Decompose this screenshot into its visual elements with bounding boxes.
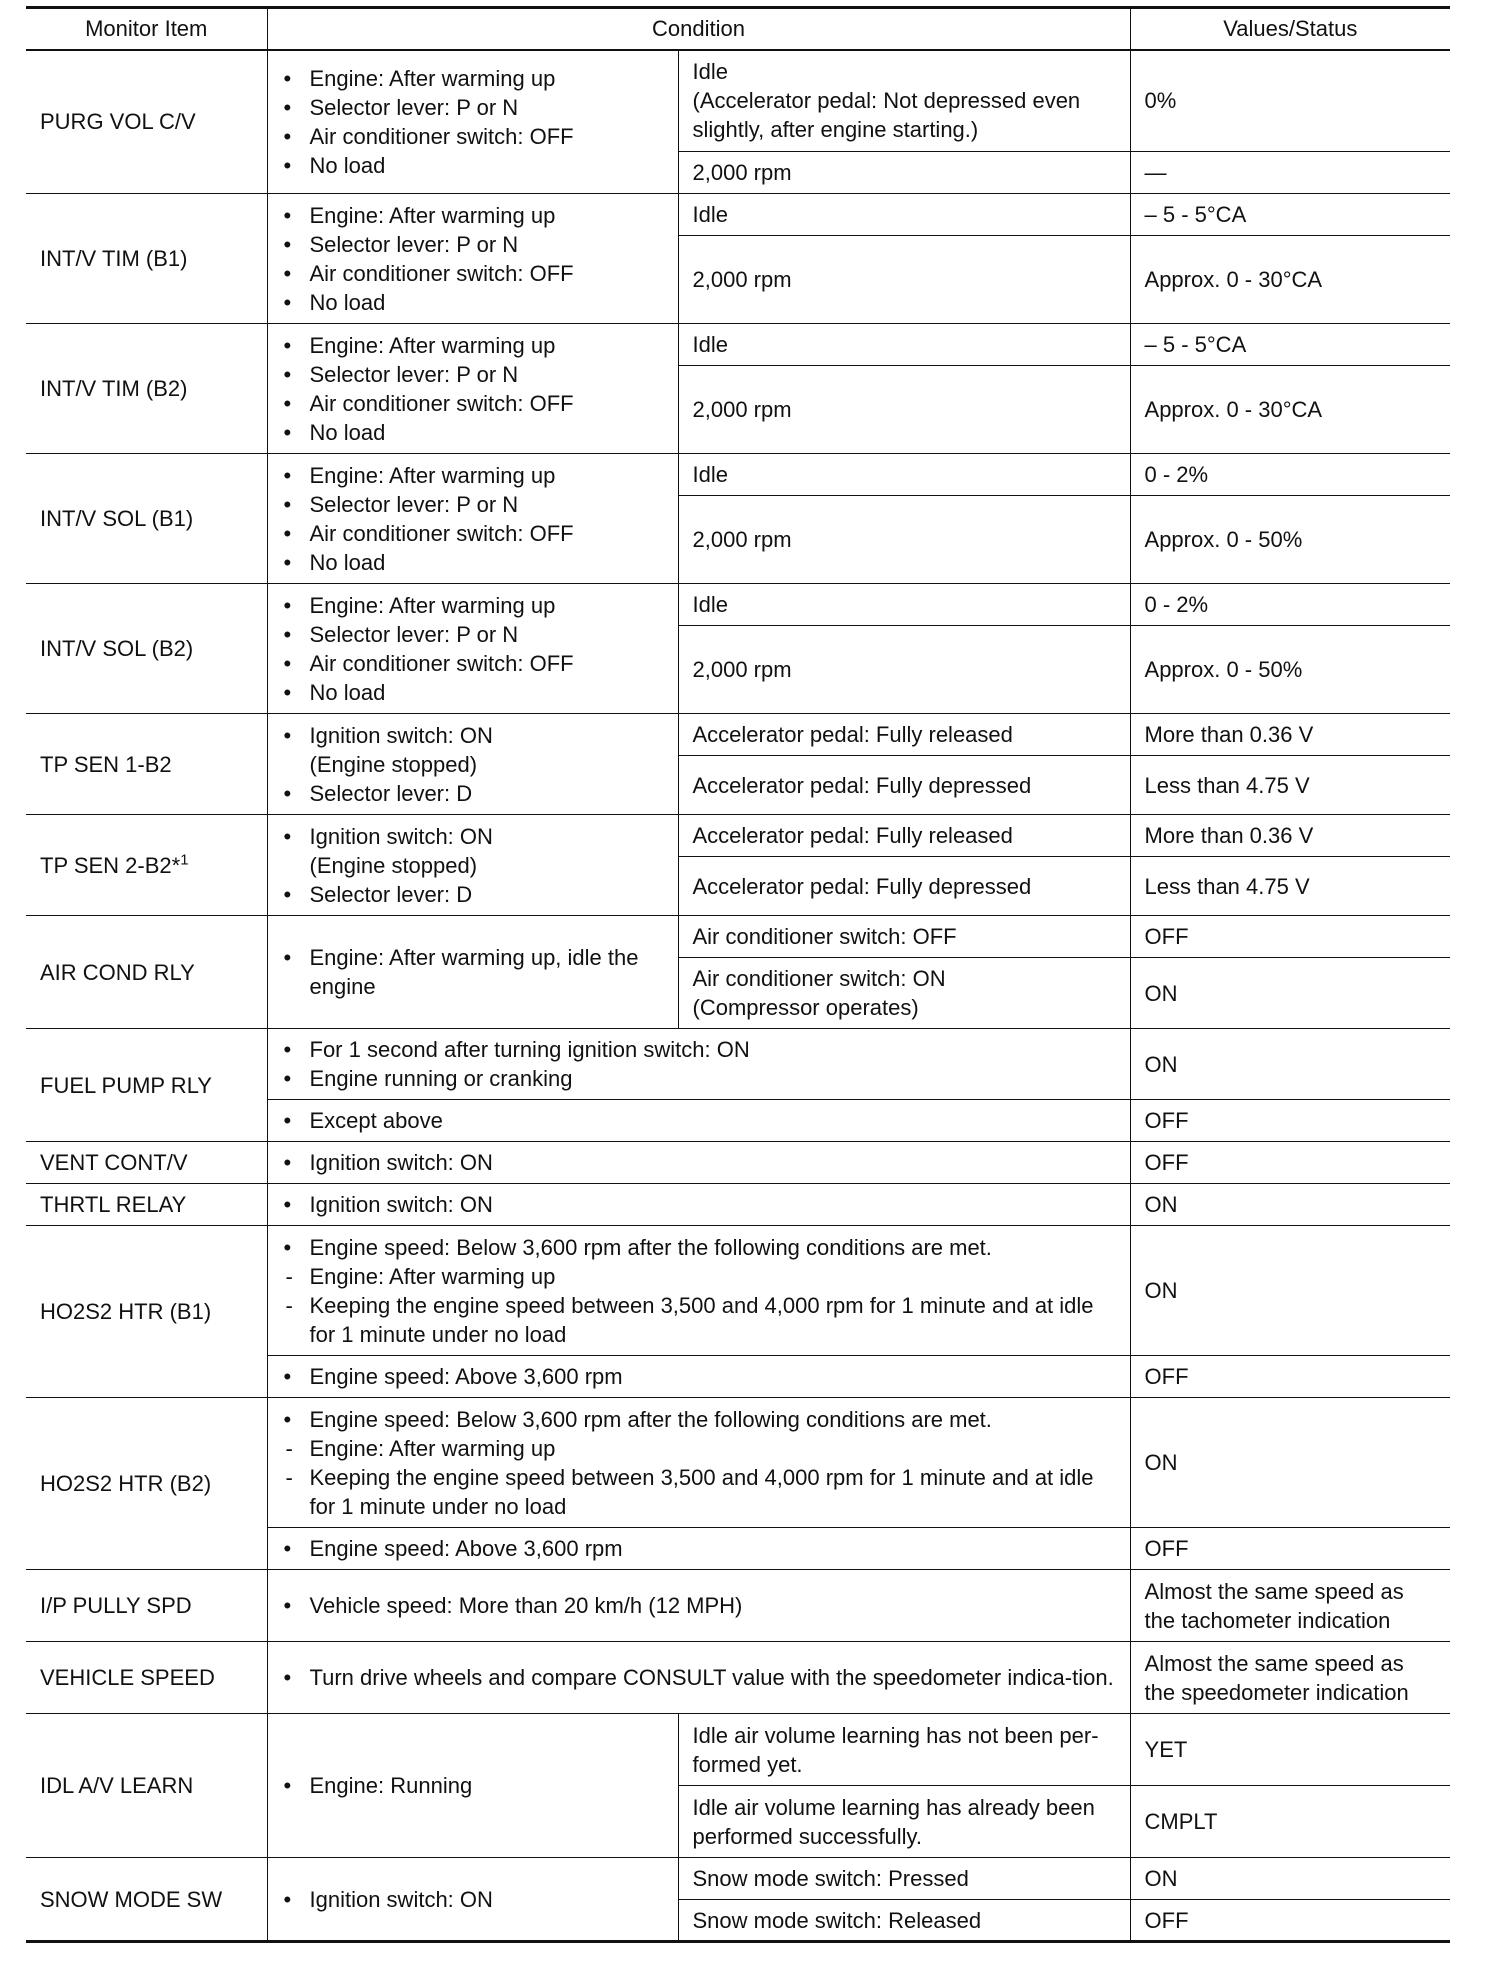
monitor-item-name: VEHICLE SPEED	[26, 1642, 267, 1714]
monitor-item-name: SNOW MODE SW	[26, 1858, 267, 1942]
value-cell: More than 0.36 V	[1130, 714, 1450, 756]
condition-list	[282, 461, 668, 577]
monitor-item-name: AIR COND RLY	[26, 916, 267, 1029]
sub-condition-cell: 2,000 rpm	[678, 496, 1130, 584]
condition-cell	[267, 324, 678, 454]
condition-cell	[267, 1184, 1130, 1226]
list-item: • Air conditioner switch: OFF	[282, 389, 668, 418]
list-item	[282, 721, 668, 779]
list-item	[282, 822, 668, 880]
condition-list	[282, 1190, 1120, 1219]
sub-condition-cell	[678, 958, 1130, 1029]
condition-list	[282, 201, 668, 317]
table-row	[26, 916, 1450, 958]
sub-condition-cell: Idle	[678, 454, 1130, 496]
condition-list	[282, 721, 668, 808]
monitor-item-name: INT/V SOL (B2)	[26, 584, 267, 714]
list-item: • Ignition switch: ON	[282, 1885, 668, 1914]
list-item: • Engine: After warming up	[282, 461, 668, 490]
list-item: • Except above	[282, 1106, 1120, 1135]
monitor-spec-sheet	[26, 6, 1450, 1943]
condition-cell	[267, 1356, 1130, 1398]
sub-condition-detail: (Accelerator pedal: Not depressed even slightly, after engine starting.)	[692, 88, 1081, 143]
list-item: • Ignition switch: ON	[282, 1190, 1120, 1219]
table-row	[26, 1398, 1450, 1528]
monitor-item-name: PURG VOL C/V	[26, 50, 267, 194]
value-cell: ON	[1130, 1184, 1450, 1226]
list-item: • No load	[282, 418, 668, 447]
condition-list	[282, 331, 668, 447]
list-item: - Engine: After warming up	[282, 1434, 1120, 1463]
sub-condition-cell: Accelerator pedal: Fully depressed	[678, 756, 1130, 815]
sub-condition-cell: Accelerator pedal: Fully depressed	[678, 857, 1130, 916]
condition-list	[282, 1106, 1120, 1135]
value-cell: Less than 4.75 V	[1130, 756, 1450, 815]
footnote-marker: 1	[180, 851, 189, 869]
list-item: • Air conditioner switch: OFF	[282, 649, 668, 678]
sub-condition-cell: Air conditioner switch: OFF	[678, 916, 1130, 958]
list-item: • Selector lever: P or N	[282, 490, 668, 519]
sub-condition-cell: Snow mode switch: Pressed	[678, 1858, 1130, 1900]
condition-list	[282, 1591, 1120, 1620]
value-cell: Approx. 0 - 50%	[1130, 496, 1450, 584]
sub-condition-cell: Snow mode switch: Released	[678, 1900, 1130, 1942]
sub-condition-label: Air conditioner switch: ON	[692, 966, 946, 991]
list-item: - Keeping the engine speed between 3,500 and 4,000 rpm for 1 minute and at idle for 1 minute under no load	[282, 1291, 1120, 1349]
monitor-item-name: FUEL PUMP RLY	[26, 1029, 267, 1142]
value-cell: Almost the same speed as the tachometer indication	[1130, 1570, 1450, 1642]
list-item: • No load	[282, 678, 668, 707]
value-cell: OFF	[1130, 1356, 1450, 1398]
condition-cell	[267, 1226, 1130, 1356]
condition-cell	[267, 1714, 678, 1858]
value-cell: Approx. 0 - 50%	[1130, 626, 1450, 714]
monitor-item-name: HO2S2 HTR (B2)	[26, 1398, 267, 1570]
table-row	[26, 50, 1450, 152]
list-item: • Turn drive wheels and compare CONSULT value with the speedometer indica-tion.	[282, 1663, 1120, 1692]
table-header-row	[26, 8, 1450, 50]
table-row	[26, 1714, 1450, 1786]
monitor-item-name: INT/V SOL (B1)	[26, 454, 267, 584]
value-cell: – 5 - 5°CA	[1130, 324, 1450, 366]
list-item: • Selector lever: P or N	[282, 230, 668, 259]
value-cell: More than 0.36 V	[1130, 815, 1450, 857]
table-row	[26, 194, 1450, 236]
condition-cell	[267, 1570, 1130, 1642]
sub-condition-cell: 2,000 rpm	[678, 626, 1130, 714]
sub-condition-cell: 2,000 rpm	[678, 236, 1130, 324]
list-item-text: • Ignition switch: ON	[309, 823, 493, 849]
list-item: • Selector lever: P or N	[282, 620, 668, 649]
value-cell: – 5 - 5°CA	[1130, 194, 1450, 236]
list-item: • Engine: After warming up, idle the engine	[282, 943, 668, 1001]
condition-cell	[267, 916, 678, 1029]
monitor-items-table	[26, 6, 1450, 1943]
table-row	[26, 1029, 1450, 1100]
value-cell: ON	[1130, 958, 1450, 1029]
monitor-item-name: INT/V TIM (B1)	[26, 194, 267, 324]
condition-list	[282, 1405, 1120, 1521]
table-row	[26, 1142, 1450, 1184]
value-cell: ON	[1130, 1398, 1450, 1528]
condition-list	[282, 1362, 1120, 1391]
sub-condition-cell	[678, 50, 1130, 152]
value-cell: ON	[1130, 1226, 1450, 1356]
list-item: • Ignition switch: ON	[282, 1148, 1120, 1177]
table-row	[26, 1642, 1450, 1714]
table-row	[26, 714, 1450, 756]
sub-condition-cell: Idle air volume learning has already been performed successfully.	[678, 1786, 1130, 1858]
monitor-item-name: VENT CONT/V	[26, 1142, 267, 1184]
monitor-item-name: TP SEN 1-B2	[26, 714, 267, 815]
condition-cell	[267, 1100, 1130, 1142]
list-item: • Selector lever: D	[282, 779, 668, 808]
condition-list	[282, 943, 668, 1001]
condition-list	[282, 1771, 668, 1800]
condition-list	[282, 591, 668, 707]
monitor-item-label: TP SEN 2-B2*	[40, 852, 181, 878]
list-item: • Air conditioner switch: OFF	[282, 122, 668, 151]
list-item: • Engine speed: Above 3,600 rpm	[282, 1362, 1120, 1391]
sub-condition-detail: (Compressor operates)	[692, 995, 919, 1020]
condition-cell	[267, 1398, 1130, 1528]
list-item: • Engine: After warming up	[282, 331, 668, 360]
condition-cell	[267, 1528, 1130, 1570]
list-item: • No load	[282, 151, 668, 180]
value-cell: YET	[1130, 1714, 1450, 1786]
table-row	[26, 324, 1450, 366]
list-item: - Keeping the engine speed between 3,500 and 4,000 rpm for 1 minute and at idle for 1 minute under no load	[282, 1463, 1120, 1521]
list-item: • Selector lever: D	[282, 880, 668, 909]
condition-list	[282, 1148, 1120, 1177]
value-cell: Approx. 0 - 30°CA	[1130, 366, 1450, 454]
value-cell: CMPLT	[1130, 1786, 1450, 1858]
condition-cell	[267, 194, 678, 324]
condition-list	[282, 1534, 1120, 1563]
list-item: • No load	[282, 288, 668, 317]
monitor-item-name: INT/V TIM (B2)	[26, 324, 267, 454]
condition-list	[282, 1885, 668, 1914]
list-item-detail: (Engine stopped)	[309, 751, 478, 777]
list-item: • Engine speed: Above 3,600 rpm	[282, 1534, 1120, 1563]
condition-cell	[267, 454, 678, 584]
value-cell: —	[1130, 152, 1450, 194]
sub-condition-label: Idle	[692, 59, 728, 85]
sub-condition-cell: Idle air volume learning has not been per-formed yet.	[678, 1714, 1130, 1786]
list-item: • For 1 second after turning ignition switch: ON	[282, 1035, 1120, 1064]
condition-cell	[267, 584, 678, 714]
sub-condition-cell: Accelerator pedal: Fully released	[678, 815, 1130, 857]
value-cell: 0 - 2%	[1130, 584, 1450, 626]
list-item: • No load	[282, 548, 668, 577]
sub-condition-cell: Idle	[678, 584, 1130, 626]
list-item-detail: (Engine stopped)	[309, 852, 478, 878]
value-cell: Almost the same speed as the speedometer indication	[1130, 1642, 1450, 1714]
monitor-item-name: THRTL RELAY	[26, 1184, 267, 1226]
value-cell: Approx. 0 - 30°CA	[1130, 236, 1450, 324]
table-row	[26, 1858, 1450, 1900]
list-item-text: • Ignition switch: ON	[309, 722, 493, 748]
sub-condition-cell: Idle	[678, 194, 1130, 236]
list-item: • Engine: After warming up	[282, 591, 668, 620]
list-item: • Engine speed: Below 3,600 rpm after the following conditions are met.	[282, 1405, 1120, 1434]
header-values-status: Values/Status	[1130, 8, 1450, 50]
header-condition: Condition	[267, 8, 1130, 50]
table-row	[26, 1226, 1450, 1356]
value-cell: ON	[1130, 1029, 1450, 1100]
condition-cell	[267, 714, 678, 815]
monitor-item-name: IDL A/V LEARN	[26, 1714, 267, 1858]
list-item: - Engine: After warming up	[282, 1262, 1120, 1291]
monitor-item-name: I/P PULLY SPD	[26, 1570, 267, 1642]
value-cell: 0%	[1130, 50, 1450, 152]
list-item: • Engine: After warming up	[282, 201, 668, 230]
list-item: • Selector lever: P or N	[282, 360, 668, 389]
table-row	[26, 1184, 1450, 1226]
value-cell: OFF	[1130, 1900, 1450, 1942]
condition-list	[282, 64, 668, 180]
monitor-item-name	[26, 815, 267, 916]
value-cell: OFF	[1130, 1528, 1450, 1570]
condition-cell	[267, 1029, 1130, 1100]
table-row	[26, 1570, 1450, 1642]
sub-condition-cell: 2,000 rpm	[678, 152, 1130, 194]
condition-cell	[267, 815, 678, 916]
value-cell: Less than 4.75 V	[1130, 857, 1450, 916]
value-cell: 0 - 2%	[1130, 454, 1450, 496]
list-item: • Air conditioner switch: OFF	[282, 259, 668, 288]
list-item: • Engine: Running	[282, 1771, 668, 1800]
header-monitor-item: Monitor Item	[26, 8, 267, 50]
condition-list	[282, 1035, 1120, 1093]
list-item: • Vehicle speed: More than 20 km/h (12 MPH)	[282, 1591, 1120, 1620]
condition-cell	[267, 1858, 678, 1942]
table-row	[26, 815, 1450, 857]
condition-cell	[267, 1642, 1130, 1714]
sub-condition-cell: Accelerator pedal: Fully released	[678, 714, 1130, 756]
value-cell: OFF	[1130, 916, 1450, 958]
list-item: • Engine: After warming up	[282, 64, 668, 93]
list-item: • Air conditioner switch: OFF	[282, 519, 668, 548]
condition-list	[282, 1233, 1120, 1349]
table-row	[26, 584, 1450, 626]
condition-cell	[267, 50, 678, 194]
value-cell: ON	[1130, 1858, 1450, 1900]
list-item: • Engine running or cranking	[282, 1064, 1120, 1093]
table-row	[26, 454, 1450, 496]
condition-list	[282, 822, 668, 909]
sub-condition-cell: 2,000 rpm	[678, 366, 1130, 454]
list-item: • Selector lever: P or N	[282, 93, 668, 122]
sub-condition-cell: Idle	[678, 324, 1130, 366]
value-cell: OFF	[1130, 1142, 1450, 1184]
list-item: • Engine speed: Below 3,600 rpm after the following conditions are met.	[282, 1233, 1120, 1262]
value-cell: OFF	[1130, 1100, 1450, 1142]
condition-cell	[267, 1142, 1130, 1184]
condition-list	[282, 1663, 1120, 1692]
monitor-item-name: HO2S2 HTR (B1)	[26, 1226, 267, 1398]
